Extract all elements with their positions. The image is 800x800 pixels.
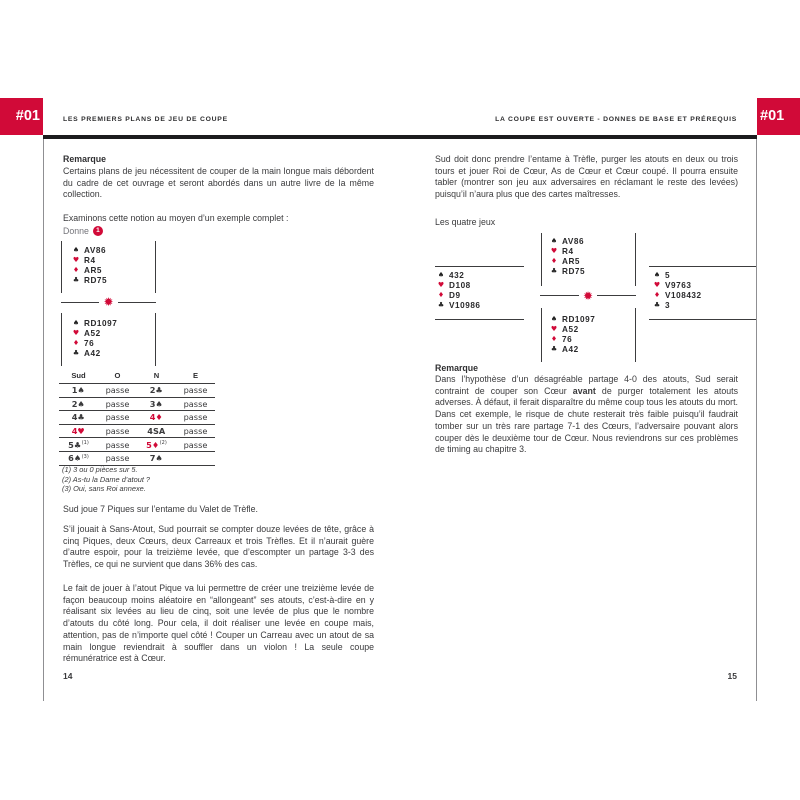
bid-col-ouest: O xyxy=(98,370,137,384)
spade-icon: ♠ xyxy=(550,237,558,246)
bidding-row xyxy=(59,397,215,411)
spade-icon: ♠ xyxy=(437,271,445,280)
chapter-tab-right: #01 xyxy=(757,98,800,135)
spade-icon: ♠ xyxy=(653,271,661,280)
bid-col-est: E xyxy=(176,370,215,384)
bid-cell: passe xyxy=(98,438,137,452)
bid-cell: 7♠ xyxy=(137,451,176,465)
donne-label: Donne xyxy=(63,226,89,236)
bid-cell: passe xyxy=(176,411,215,425)
hand-row xyxy=(550,315,635,325)
hand-cards: RD75 xyxy=(562,266,586,276)
page-edge-rule-left xyxy=(43,139,44,701)
bid-cell: 5♦$^{(2)}$ xyxy=(137,438,176,452)
compass-line xyxy=(118,302,156,303)
page-number-left: 14 xyxy=(63,671,73,681)
hand-row xyxy=(550,325,635,335)
hand-cards: RD1097 xyxy=(562,315,596,325)
remarque-text: Dans l’hypothèse d’un désagréable partage 4-0 des atouts, Sud serait contraint de couper son Cœur xyxy=(435,374,738,396)
remarque-paragraph-right xyxy=(435,374,738,456)
hand-row xyxy=(550,266,635,276)
compass-divider-left xyxy=(61,295,156,309)
hand-cards: V108432 xyxy=(665,290,702,300)
page-number-right: 15 xyxy=(727,671,737,681)
bidding-row xyxy=(59,438,215,452)
diamond-icon: ♦ xyxy=(72,338,80,347)
hand-row xyxy=(72,339,155,349)
hand-row xyxy=(72,266,155,276)
bid-cell: passe xyxy=(176,424,215,438)
donne-number-badge: 1 xyxy=(93,226,103,236)
hand-cards: AR5 xyxy=(84,265,103,275)
bidding-row xyxy=(59,411,215,425)
hand-row xyxy=(653,271,756,281)
compass-divider-right xyxy=(540,289,636,302)
diamond-icon: ♦ xyxy=(72,265,80,274)
hand-row xyxy=(72,319,155,329)
hand-row xyxy=(653,291,756,301)
diamond-icon: ♦ xyxy=(550,256,558,265)
hand-cards: RD1097 xyxy=(84,319,118,329)
hand-cards: 5 xyxy=(665,271,671,281)
page-edge-rule-right xyxy=(756,139,757,701)
bid-cell xyxy=(176,451,215,465)
hand-cards: D9 xyxy=(449,290,461,300)
running-head-left: LES PREMIERS PLANS DE JEU DE COUPE xyxy=(63,116,228,123)
hand-cards: V10986 xyxy=(449,300,481,310)
hand-row xyxy=(653,300,756,310)
club-icon: ♣ xyxy=(550,266,558,275)
bid-cell: passe xyxy=(98,384,137,398)
hand-cards: 432 xyxy=(449,271,465,281)
hand-cards: A42 xyxy=(84,348,101,358)
hand-cards: AV86 xyxy=(562,237,585,247)
bid-cell: 2♠ xyxy=(59,397,98,411)
east-hand xyxy=(649,266,756,320)
hand-row xyxy=(550,247,635,257)
compass-star-icon: ✹ xyxy=(103,295,114,309)
heart-icon: ♥ xyxy=(72,329,80,338)
hand-row xyxy=(72,275,155,285)
bid-cell: passe xyxy=(176,438,215,452)
club-icon: ♣ xyxy=(550,344,558,353)
bid-cell: 4♦ xyxy=(137,411,176,425)
hand-cards: R4 xyxy=(84,256,96,266)
hand-row xyxy=(550,335,635,345)
hand-cards: 76 xyxy=(84,338,95,348)
spade-icon: ♠ xyxy=(550,315,558,324)
running-head-right: LA COUPE EST OUVERTE - DONNES DE BASE ET PRÉREQUIS xyxy=(495,116,737,123)
bidding-row xyxy=(59,424,215,438)
hand-cards: D108 xyxy=(449,281,471,291)
bid-cell: passe xyxy=(98,451,137,465)
bidding-row xyxy=(59,451,215,465)
bidding-footnote: (2) As-tu la Dame d’atout ? xyxy=(62,474,151,484)
bid-cell: 4SA xyxy=(137,424,176,438)
chapter-tab-left: #01 xyxy=(0,98,43,135)
north-hand-left xyxy=(61,241,156,293)
remarque-title-right: Remarque xyxy=(435,363,479,373)
examinons-line: Examinons cette notion au moyen d’un exemple complet : xyxy=(63,213,289,223)
bid-cell: 2♣ xyxy=(137,384,176,398)
bid-col-sud: Sud xyxy=(59,370,98,384)
diamond-icon: ♦ xyxy=(653,290,661,299)
spade-icon: ♠ xyxy=(72,246,80,255)
hand-cards: 76 xyxy=(562,334,573,344)
quatre-jeux-label: Les quatre jeux xyxy=(435,217,496,227)
club-icon: ♣ xyxy=(653,300,661,309)
bid-cell: 4♥ xyxy=(59,424,98,438)
hand-row xyxy=(550,237,635,247)
paragraph-atout-pique: Le fait de jouer à l’atout Pique va lui permettre de créer une treizième levée de façon beaucoup moins aléatoire en “allongeant” ses atouts, c’est-à-dire en y réalisant six levées au lieu de cinq, soit une levée de plus que le nombre d’atouts du côté long. Pour cela, il doit réaliser une levée en coupe mais, attention, pas de n’importe quel côté ! Couper un Carreau avec un atout de sa main longue reviendrait à souffler dans un violon ! La seule coupe rémunératrice est à Cœur. xyxy=(63,583,374,664)
hand-cards: A52 xyxy=(84,329,101,339)
club-icon: ♣ xyxy=(437,300,445,309)
hand-cards: R4 xyxy=(562,247,574,257)
hand-row xyxy=(437,300,524,310)
diamond-icon: ♦ xyxy=(437,290,445,299)
header-rule xyxy=(43,135,757,139)
bid-cell: 6♠$^{(3)}$ xyxy=(59,451,98,465)
bidding-footnotes xyxy=(62,465,362,494)
bid-cell: 3♠ xyxy=(137,397,176,411)
bidding-footnote: (1) 3 ou 0 pièces sur 5. xyxy=(62,465,138,474)
club-icon: ♣ xyxy=(72,275,80,284)
lead-play-line: Sud joue 7 Piques sur l’entame du Valet de Trèfle. xyxy=(63,504,258,514)
compass-line xyxy=(61,302,99,303)
paragraph-sans-atout: S’il jouait à Sans-Atout, Sud pourrait se compter douze levées de tête, grâce à cinq Piques, deux Cœurs, deux Carreaux et trois Trèfles. Et il n’aurait guère d’autre espoir, pour la treizième levée, que d’escompter un partage 3-3 des Trèfles, ce qui ne survient que dans 36% des cas. xyxy=(63,524,374,570)
diamond-icon: ♦ xyxy=(550,334,558,343)
heart-icon: ♥ xyxy=(72,256,80,265)
bid-cell: passe xyxy=(176,397,215,411)
hand-cards: AV86 xyxy=(84,246,107,256)
heart-icon: ♥ xyxy=(550,247,558,256)
hand-cards: 3 xyxy=(665,300,671,310)
compass-line xyxy=(597,295,636,296)
bidding-footnote: (3) Oui, sans Roi annexe. xyxy=(62,484,146,494)
bid-cell: passe xyxy=(176,384,215,398)
remarque-title-left: Remarque xyxy=(63,154,107,164)
hand-row xyxy=(653,281,756,291)
compass-line xyxy=(540,295,579,296)
west-hand xyxy=(435,266,524,320)
hand-row xyxy=(72,329,155,339)
bidding-table xyxy=(59,370,215,466)
bid-cell: 5♣$^{(1)}$ xyxy=(59,438,98,452)
bidding-row xyxy=(59,384,215,398)
hand-cards: A52 xyxy=(562,325,579,335)
bid-cell: 4♣ xyxy=(59,411,98,425)
remarque-bold-word: avant xyxy=(572,385,596,396)
hand-row xyxy=(72,256,155,266)
south-hand-right xyxy=(541,308,636,362)
south-hand-left xyxy=(61,313,156,366)
bidding-header-row xyxy=(59,370,215,384)
heart-icon: ♥ xyxy=(437,281,445,290)
hand-row xyxy=(437,271,524,281)
bid-cell: passe xyxy=(98,411,137,425)
remarque-paragraph-left: Certains plans de jeu nécessitent de couper de la main longue mais débordent du cadre de cet ouvrage et seront abordés dans un autre livre de la même collection. xyxy=(63,166,374,200)
hand-cards: AR5 xyxy=(562,256,581,266)
bid-cell: passe xyxy=(98,424,137,438)
club-icon: ♣ xyxy=(72,348,80,357)
heart-icon: ♥ xyxy=(550,325,558,334)
hand-cards: V9763 xyxy=(665,281,692,291)
hand-row xyxy=(437,281,524,291)
hand-row xyxy=(72,246,155,256)
bid-cell: 1♠ xyxy=(59,384,98,398)
remarque-text: de purger totalement les atouts adverses. À défaut, il ferait disparaître du même coup tous les atouts du mort. Dans cet exemple, le risque de chute resterait très faible puisqu’il faudrait tomber sur un très rare partage 7-1 des Cœurs, l’adversaire pouvant alors couper dès le deuxième tour de Cœur. Nous reviendrons sur ces problèmes de timing au chapitre 3. xyxy=(435,385,738,455)
hand-row xyxy=(72,348,155,358)
bid-col-nord: N xyxy=(137,370,176,384)
compass-star-icon: ✹ xyxy=(582,288,594,303)
north-hand-right xyxy=(541,233,636,286)
heart-icon: ♥ xyxy=(653,281,661,290)
hand-cards: RD75 xyxy=(84,275,108,285)
bid-cell: passe xyxy=(98,397,137,411)
hand-row xyxy=(550,344,635,354)
hand-cards: A42 xyxy=(562,344,579,354)
spade-icon: ♠ xyxy=(72,319,80,328)
donne-line xyxy=(63,226,103,236)
hand-row xyxy=(437,291,524,301)
hand-row xyxy=(550,257,635,267)
paragraph-top-right: Sud doit donc prendre l’entame à Trèfle, purger les atouts en deux ou trois tours et jouer Roi de Cœur, As de Cœur et Cœur coupé. Il pourra ensuite tabler (montrer son jeu aux adversaires en réclamant le reste des levées) puisqu’il n’aura plus que des cartes maîtresses. xyxy=(435,154,738,200)
